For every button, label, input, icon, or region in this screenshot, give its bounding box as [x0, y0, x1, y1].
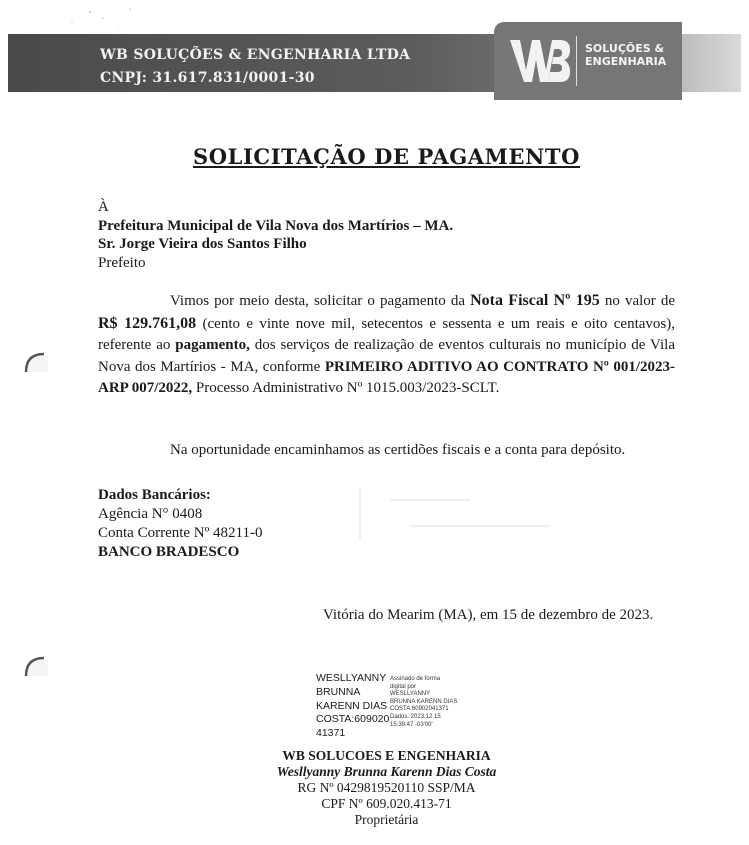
- digital-signature-name: WESLLYANNY BRUNNA KARENN DIAS COSTA:609020 41371: [316, 672, 390, 740]
- recipient-block: [98, 198, 453, 272]
- payment-amount: R$ 129.761,08: [98, 314, 197, 332]
- wb-logo-icon: [508, 36, 570, 86]
- recipient-institution: Prefeitura Municipal de Vila Nova dos Martírios – MA.: [98, 217, 454, 234]
- bank-details: [98, 486, 262, 562]
- signatory-block: [0, 748, 749, 828]
- recipient-prefix: À: [98, 199, 109, 215]
- invoice-number: Nota Fiscal Nº 195: [470, 292, 600, 309]
- document-title: SOLICITAÇÃO DE PAGAMENTO: [192, 144, 581, 169]
- attachments-note: Na oportunidade encaminhamos as certidões fiscais e a conta para depósito.: [170, 442, 626, 458]
- letterhead-band: [8, 34, 741, 92]
- logo-text: SOLUÇÕES & ENGENHARIA: [585, 42, 667, 68]
- punch-hole-icon: [24, 350, 50, 376]
- logo-separator: [576, 36, 577, 86]
- signatory-name: Wesllyanny Brunna Karenn Dias Costa: [276, 764, 497, 779]
- show-through-marks: [350, 480, 590, 550]
- signatory-role: Proprietária: [354, 812, 419, 827]
- payment-request-paragraph: Vimos por meio desta, solicitar o pagamento da Nota Fiscal Nº 195 no valor de R$ 129.761,08 (cento e vinte nove mil, setecentos e sessenta e um reais e oito centavos), referente ao pagamento, dos serviços de realização de eventos culturais no município de Vila Nova dos Martírios - MA, conforme PRIMEIRO ADITIVO AO CONTRATO Nº 001/2023-ARP 007/2022, Processo Administrativo Nº 1015.003/2023-SCLT.: [98, 292, 675, 396]
- signatory-rg: RG Nº 0429819520110 SSP/MA: [297, 780, 476, 795]
- company-cnpj: CNPJ: 31.617.831/0001-30: [100, 70, 315, 86]
- signatory-company: WB SOLUCOES E ENGENHARIA: [282, 748, 491, 763]
- bank-agency: Agência N° 0408: [98, 506, 203, 522]
- letterhead-text: [100, 44, 410, 90]
- digital-signature-details: Assinado de forma digital por WESLLYANNY BRUNNA KARENN DIAS COSTA:60902041371 Dados: 2023.12.15 15:39:47 -03'00': [390, 676, 458, 728]
- bank-name: BANCO BRADESCO: [98, 544, 240, 560]
- punch-hole-icon: [24, 654, 50, 680]
- company-logo: [494, 22, 682, 100]
- place-date: Vitória do Mearim (MA), em 15 de dezembro de 2023.: [323, 607, 654, 623]
- contract-reference: PRIMEIRO ADITIVO AO CONTRATO Nº 001/2023-ARP 007/2022,: [98, 358, 675, 396]
- recipient-name: Sr. Jorge Vieira dos Santos Filho: [98, 236, 307, 252]
- bank-account: Conta Corrente Nº 48211-0: [98, 525, 263, 541]
- bank-heading: Dados Bancários:: [98, 487, 211, 503]
- signatory-cpf: CPF Nº 609.020.413-71: [321, 796, 452, 811]
- company-name: WB SOLUÇÕES & ENGENHARIA LTDA: [100, 47, 411, 63]
- recipient-role: Prefeito: [98, 254, 146, 271]
